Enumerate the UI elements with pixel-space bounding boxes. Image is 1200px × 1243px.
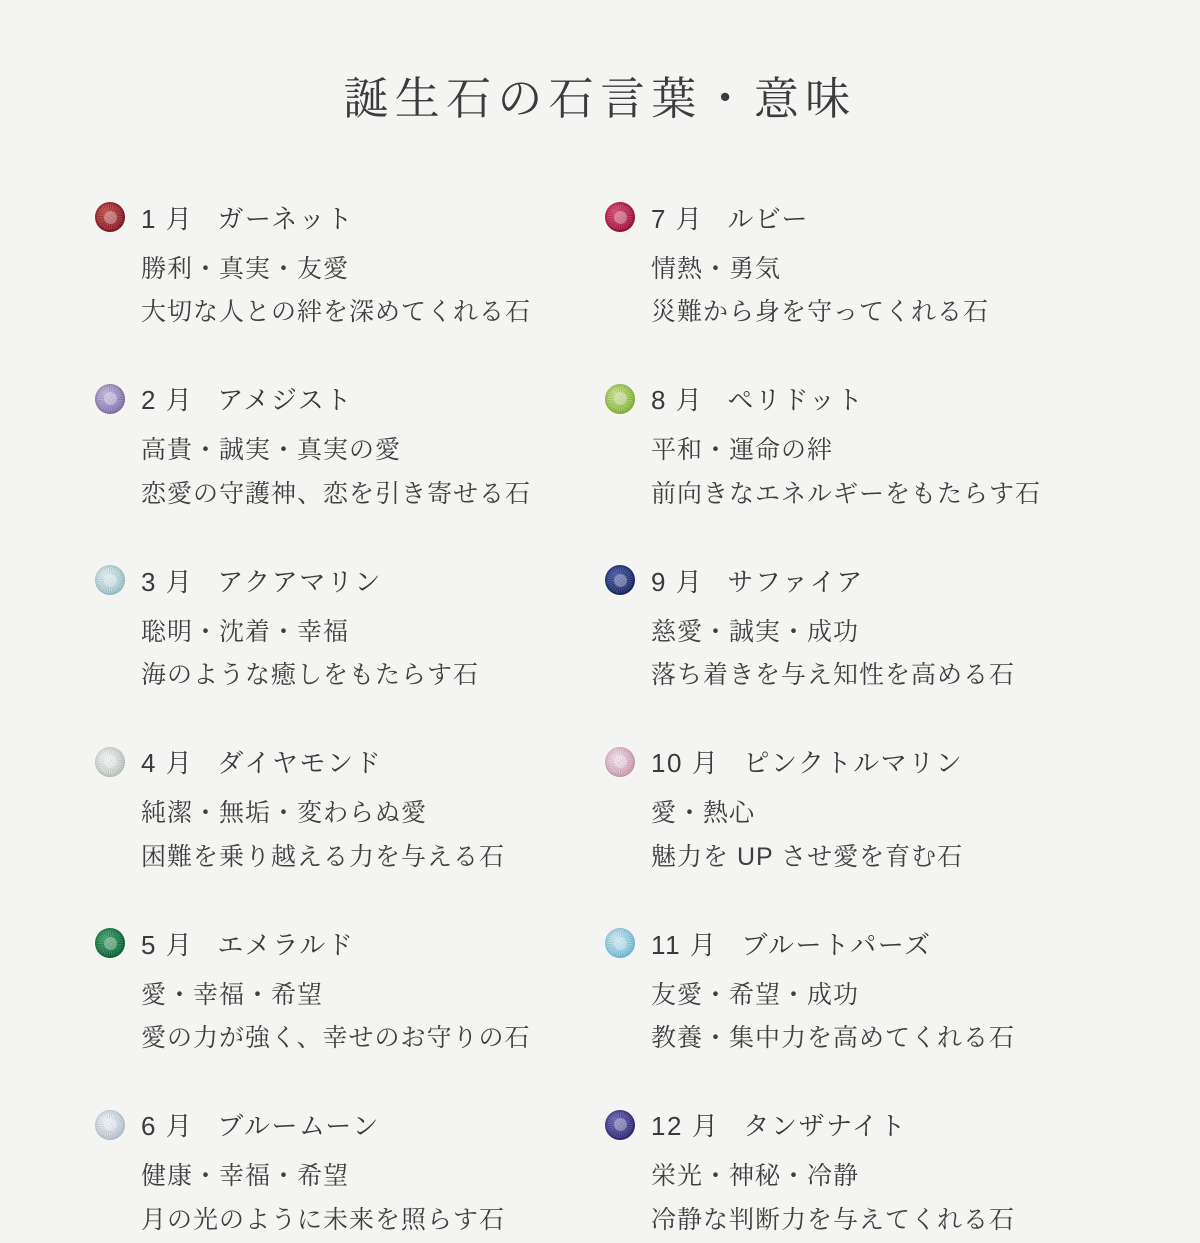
entry-title	[651, 380, 864, 417]
entry-title	[651, 562, 864, 599]
column-left	[95, 199, 595, 1243]
entry-title	[651, 1106, 907, 1143]
entry-meaning: 月の光のように未来を照らす石	[141, 1205, 506, 1234]
entry-keywords: 友愛・希望・成功	[651, 980, 860, 1009]
list-item	[95, 380, 595, 517]
list-item	[95, 562, 595, 699]
entry-stone: ブルートパーズ	[741, 929, 932, 960]
entry-title	[651, 199, 809, 236]
entry-header	[605, 199, 1105, 236]
gem-blue-topaz-icon	[605, 928, 635, 958]
entry-keywords: 平和・運命の絆	[651, 436, 834, 464]
entry-header	[95, 562, 595, 599]
entry-header	[605, 562, 1105, 599]
entry-header	[95, 199, 595, 236]
entry-month: 1 月	[141, 203, 194, 234]
entry-meaning: 海のような癒しをもたらす石	[141, 661, 480, 690]
list-item	[95, 925, 595, 1062]
entry-keywords: 愛・熱心	[651, 799, 756, 827]
gem-tanzanite-icon	[605, 1110, 635, 1140]
entry-title	[141, 743, 382, 780]
entry-header	[605, 925, 1105, 962]
entry-stone: ガーネット	[217, 203, 354, 234]
entry-month: 2 月	[141, 385, 194, 415]
gem-emerald-icon	[95, 928, 125, 958]
gem-ruby-icon	[605, 202, 635, 232]
entry-keywords: 健康・幸福・希望	[141, 1162, 350, 1190]
entry-month: 4 月	[141, 748, 194, 778]
entry-header	[605, 1106, 1105, 1143]
entry-meaning: 愛の力が強く、幸せのお守りの石	[141, 1024, 531, 1053]
entry-keywords: 慈愛・誠実・成功	[651, 617, 860, 646]
gem-garnet-icon	[95, 202, 125, 232]
entry-stone: ピンクトルマリン	[743, 748, 964, 778]
entry-title	[141, 199, 354, 236]
entry-header	[95, 925, 595, 962]
entry-meaning: 大切な人との絆を深めてくれる石	[141, 298, 532, 327]
entry-stone: ペリドット	[727, 385, 865, 415]
entry-meaning: 落ち着きを与え知性を高める石	[651, 661, 1016, 690]
gem-bluemoon-icon	[95, 1110, 125, 1140]
entry-header	[605, 743, 1105, 780]
entry-keywords: 愛・幸福・希望	[141, 980, 324, 1009]
entry-month: 8 月	[651, 385, 704, 415]
gem-peridot-icon	[605, 384, 635, 414]
entry-month: 3 月	[141, 566, 194, 597]
entry-title	[141, 925, 354, 962]
entry-stone: ブルームーン	[217, 1111, 380, 1141]
entry-stone: アメジスト	[217, 385, 353, 415]
list-item	[605, 1106, 1105, 1243]
page-title: 誕生石の石言葉・意味	[343, 74, 857, 124]
gem-diamond-icon	[95, 747, 125, 777]
gem-sapphire-icon	[605, 565, 635, 595]
entry-meaning: 困難を乗り越える力を与える石	[141, 842, 506, 871]
list-item	[95, 199, 595, 336]
entry-stone: ルビー	[727, 203, 810, 234]
entry-header	[95, 1106, 595, 1143]
entry-meaning: 前向きなエネルギーをもたらす石	[651, 479, 1042, 508]
entry-title	[141, 1106, 380, 1143]
entries-columns	[60, 199, 1140, 1243]
entry-month: 10 月	[651, 748, 720, 778]
list-item	[605, 743, 1105, 880]
list-item	[605, 380, 1105, 517]
entry-keywords: 聡明・沈着・幸福	[141, 617, 350, 646]
entry-title	[141, 562, 382, 599]
entry-stone: エメラルド	[217, 929, 355, 960]
entry-title	[651, 925, 932, 962]
column-right	[605, 199, 1105, 1243]
entry-month: 5 月	[141, 929, 194, 960]
list-item	[605, 925, 1105, 1062]
entry-header	[95, 743, 595, 780]
gem-amethyst-icon	[95, 384, 125, 414]
entry-meaning: 魅力を UP させ愛を育む石	[651, 842, 964, 871]
entry-month: 9 月	[651, 566, 704, 597]
list-item	[605, 199, 1105, 336]
list-item	[95, 1106, 595, 1243]
entry-meaning: 恋愛の守護神、恋を引き寄せる石	[141, 479, 532, 508]
entry-title	[651, 743, 963, 780]
entry-stone: アクアマリン	[217, 566, 382, 597]
entry-stone: タンザナイト	[743, 1111, 907, 1141]
entry-keywords: 勝利・真実・友愛	[141, 254, 350, 283]
entry-meaning: 災難から身を守ってくれる石	[651, 298, 990, 327]
entry-stone: ダイヤモンド	[217, 748, 383, 778]
entry-header	[605, 380, 1105, 417]
entry-keywords: 高貴・誠実・真実の愛	[141, 436, 402, 464]
list-item	[95, 743, 595, 880]
entry-header	[95, 380, 595, 417]
entry-month: 12 月	[651, 1111, 720, 1141]
entry-keywords: 純潔・無垢・変わらぬ愛	[141, 799, 428, 827]
gem-aquamarine-icon	[95, 565, 125, 595]
entry-month: 11 月	[651, 929, 718, 960]
entry-stone: サファイア	[727, 566, 864, 597]
list-item	[605, 562, 1105, 699]
entry-month: 7 月	[651, 203, 704, 234]
entry-meaning: 教養・集中力を高めてくれる石	[651, 1024, 1016, 1053]
entry-title	[141, 380, 353, 417]
gem-pink-tourmaline-icon	[605, 747, 635, 777]
entry-keywords: 栄光・神秘・冷静	[651, 1162, 860, 1190]
entry-meaning: 冷静な判断力を与えてくれる石	[651, 1205, 1016, 1234]
entry-month: 6 月	[141, 1111, 194, 1141]
entry-keywords: 情熱・勇気	[651, 254, 782, 283]
